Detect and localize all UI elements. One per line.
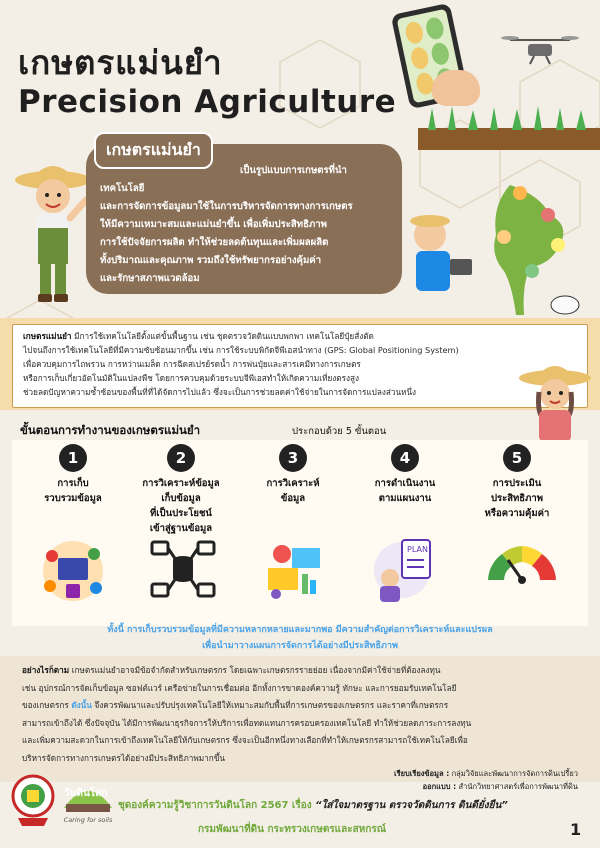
page-title-english: Precision Agriculture [18,84,397,120]
intro-line: และการจัดการข้อมูลมาใช้ในการบริหารจัดการทางการเกษตร [100,201,353,212]
limitations-lead: อย่างไรก็ตาม [22,665,70,675]
step-label: การดำเนินงาน [374,478,436,489]
detail-section [0,318,600,410]
limitations-line: ของเกษตรกร [22,700,69,710]
steps-subtitle: ประกอบด้วย 5 ขั้นตอน [292,426,387,437]
limitations-line: สามารถเข้าถึงได้ ซึ่งปัจจุบัน ได้มีการพัฒนาธุรกิจการให้บริการเพื่อทดแทนการครอบครองเทคโนโลยี ทำให้ช่วยลดภาระการลงทุน [22,717,472,728]
world-soil-day-text: วันดินโลก [64,788,108,799]
step-label: เก็บข้อมูล [161,493,201,504]
intro-line: การใช้ปัจจัยการผลิต ทำให้ช่วยลดต้นทุนและเพิ่มผลผลิต [100,237,329,248]
step-number: 3 [279,444,307,472]
step-1 [18,444,128,506]
intro-line: เป็นรูปแบบการเกษตรที่นำเทคโนโลยี [100,165,347,194]
step-label: การประเมิน [492,478,542,489]
detail-line: ช่วยลดปัญหาความซ้ำซ้อนของพื้นที่ที่ได้จัดการไปแล้ว ซึ่งจะเป็นการช่วยลดค่าใช้จ่ายในการจัดการแปลงส่วนหนึ่ง [23,387,417,397]
note-line: ทั้งนี้ การเก็บรวบรวมข้อมูลที่มีความหลากหลายและมากพอ มีความสำคัญต่อการวิเคราะห์และแปรผล [107,625,493,635]
footer-quote: “ใส่ใจมาตรฐาน ตรวจวัดดินการ ดินดียั่งยืน” [315,800,508,811]
limitations-section [0,656,600,782]
step-label: ประสิทธิภาพ [491,493,543,504]
step-label: การวิเคราะห์ [266,478,320,489]
detail-lead: เกษตรแม่นยำ [23,331,72,341]
limitations-line: บริหารจัดการทางการเกษตรได้อย่างมีประสิทธิภาพมากขึ้น [22,752,225,763]
world-soil-day-logo [60,778,116,828]
detail-text-box [12,324,588,408]
intro-label: เกษตรแม่นยำ [94,132,213,169]
step-5 [462,444,572,521]
steps-title: ขั้นตอนการทำงานของเกษตรแม่นยำ [20,423,201,437]
step-label: ข้อมูล [280,493,306,504]
step-2 [126,444,236,536]
intro-line: และรักษาสภาพแวดล้อม [100,273,200,284]
note-line: เพื่อนำมาวางแผนการจัดการได้อย่างมีประสิทธิภาพ [202,641,398,651]
limitations-line: จึงควรพัฒนาและปรับปรุงเทคโนโลยีให้เหมาะสมกับพื้นที่การเกษตรของเกษตรกร และราคาที่เกษตรกร [94,700,449,710]
crop-field-illustration [418,104,600,150]
data-analysis-icon [262,538,328,602]
credit-compiled [394,768,578,780]
social-media-icon [38,536,108,606]
intro-line: ให้มีความเหมาะสมและแม่นยำขึ้น เพื่อเพิ่มประสิทธิภาพ [100,219,327,230]
step-number: 5 [503,444,531,472]
credit-design-by: สำนักวิทยาศาสตร์เพื่อการพัฒนาที่ดิน [458,782,578,791]
credit-compiled-by: กลุ่มวิจัยและพัฒนาการจัดการดินเปรี้ยว [451,769,578,778]
step-number: 2 [167,444,195,472]
database-network-icon [148,536,218,602]
step-label: การวิเคราะห์ข้อมูล [142,478,220,489]
world-soil-day-subtext: Caring for soils [63,816,113,824]
detail-line: มีการใช้เทคโนโลยีตั้งแต่ขั้นพื้นฐาน เช่น ชุดตรวจวัดดินแบบพกพา เทคโนโลยีปุ๋ยสั่งตัด [74,331,374,341]
step-number: 1 [59,444,87,472]
land-development-department-logo [10,770,56,828]
credit-compiled-label: เรียบเรียงข้อมูล : [394,769,450,778]
footer-series [118,798,508,813]
limitations-highlight: ดังนั้น [71,700,92,710]
footer-series-label: ชุดองค์ความรู้วิชาการวันดินโลก 2567 เรื่อง [118,800,312,811]
detail-line: ไปจนถึงการใช้เทคโนโลยีที่มีความซับซ้อนมากขึ้น เช่น การใช้ระบบพิกัดจีพีเอสนำทาง (GPS: Global Positioning System) [23,345,459,355]
step-3 [238,444,348,506]
limitations-line: เกษตรแม่นยำอาจมีข้อจำกัดสำหรับเกษตรกร โดยเฉพาะเกษตรกรรายย่อย เนื่องจากมีค่าใช้จ่ายที่ต้องลงทุน [71,665,441,675]
detail-line: เพื่อควบคุมการไถพรวน การหว่านเมล็ด การฉีดสเปรย์รดน้ำ การพ่นปุ๋ยและสารเคมีทางการเกษตร [23,359,361,369]
footer-department: กรมพัฒนาที่ดิน กระทรวงเกษตรและสหกรณ์ [198,824,387,835]
thailand-map-illustration [400,175,596,325]
steps-note [70,622,530,654]
farmer-girl-illustration [515,362,595,442]
step-label: การเก็บ [57,478,89,489]
plan-checklist-icon [372,534,438,604]
limitations-line: และเพิ่มความสะดวกในการเข้าถึงเทคโนโลยีให้กับเกษตรกร ซึ่งจะเป็นอีกหนึ่งทางเลือกที่ทำให้เกษตรกรสามารถใช้เทคโนโลยีเพื่อ [22,735,468,745]
page-number: 1 [570,820,582,839]
svg-text:PLAN: PLAN [407,545,428,554]
drone-icon [500,30,580,70]
intro-line: ทั้งปริมาณและคุณภาพ รวมถึงใช้ทรัพยากรอย่างคุ้มค่า [100,255,322,266]
limitations-line: เช่น อุปกรณ์การจัดเก็บข้อมูล ซอฟต์แวร์ เครือข่ายในการเชื่อมต่อ อีกทั้งการขาดองค์ความรู้ ทักษะ และการยอมรับเทคโนโลยี [22,682,457,693]
step-4 [350,444,460,506]
credit-design-label: ออกแบบ : [422,782,457,791]
hand-illustration [432,70,480,106]
detail-line: หรือการเก็บเกี่ยวอัตโนมัติในแปลงพืช โดยการควบคุมด้วยระบบจีพีเอสทำให้เกิดความเที่ยงตรงสูง [23,373,359,383]
step-label: เข้าสู่ฐานข้อมูล [149,523,213,534]
step-number: 4 [391,444,419,472]
step-label: ตามแผนงาน [378,493,432,504]
step-label: ที่เป็นประโยชน์ [150,508,212,519]
page-title-thai: เกษตรแม่นยำ [18,43,223,82]
credit-design [423,781,578,793]
satisfaction-gauge-icon [482,536,562,586]
step-label: รวบรวมข้อมูล [44,493,102,504]
step-label: หรือความคุ้มค่า [484,508,550,519]
farmer-boy-illustration [12,158,94,308]
